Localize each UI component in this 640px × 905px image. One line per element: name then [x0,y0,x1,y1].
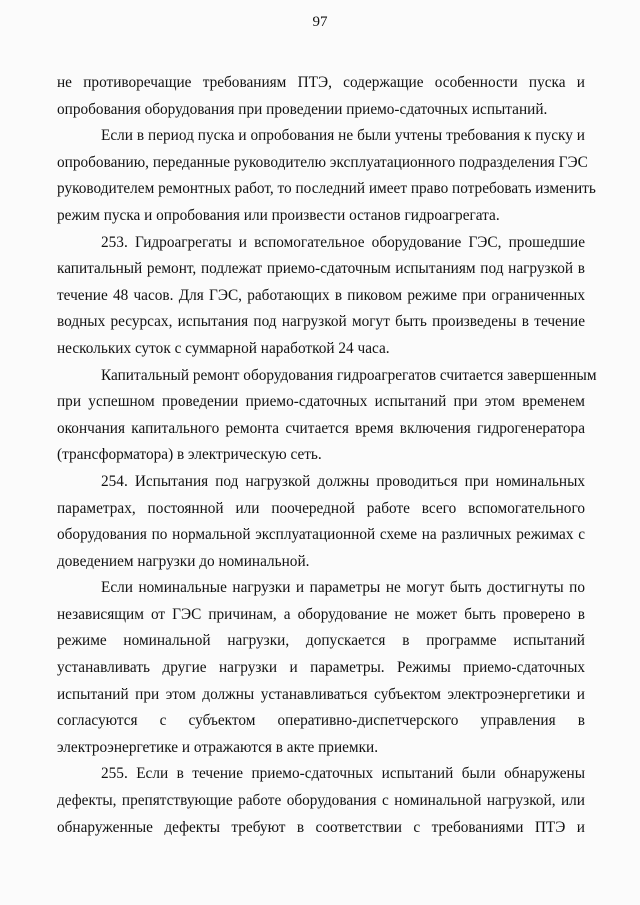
text-line: параметрах, постоянной или поочередной работе всего вспомогательного [57,499,585,517]
text-line: Если в период пуска и опробования не были учтены требования к пуску и [101,127,585,145]
paragraph [57,123,596,229]
text-line: опробования оборудования при проведении приемо-сдаточных испытаний. [57,100,548,118]
text-line: Если номинальные нагрузки и параметры не могут быть достигнуты по [101,579,585,597]
text-line: оборудования по нормальной эксплуатационной схеме на различных режимах с [57,526,585,544]
text-line: водных ресурсах, испытания под нагрузкой могут быть произведены в течение [57,313,585,331]
text-line: режим пуска и опробования или произвести останов гидроагрегата. [57,206,500,224]
paragraph [57,761,585,841]
text-line: опробованию, переданные руководителю эксплуатационного подразделения ГЭС [57,153,588,171]
text-line: окончания капитального ремонта считается время включения гидрогенератора [57,419,585,437]
text-line: устанавливать другие нагрузки и параметры. Режимы приемо-сдаточных [57,659,585,677]
paragraph [57,230,585,363]
text-line: (трансформатора) в электрическую сеть. [57,446,322,464]
text-line: капитальный ремонт, подлежат приемо-сдаточным испытаниям под нагрузкой в [57,260,585,278]
text-line: течение 48 часов. Для ГЭС, работающих в пиковом режиме при ограниченных [57,286,585,304]
text-line: при успешном проведении приемо-сдаточных испытаний при этом временем [57,393,585,411]
paragraph [57,575,585,761]
text-line: доведением нагрузки до номинальной. [57,552,310,570]
text-line: обнаруженные дефекты требуют в соответствии с требованиями ПТЭ и [57,818,585,836]
text-line: дефекты, препятствующие работе оборудования с номинальной нагрузкой, или [57,792,585,810]
text-line: согласуются с субъектом оперативно-диспетчерского управления в [57,712,585,730]
paragraph [57,469,585,575]
text-line: руководителем ремонтных работ, то последний имеет право потребовать изменить [57,180,596,198]
text-line: электроэнергетике и отражаются в акте приемки. [57,738,379,756]
text-line: Капитальный ремонт оборудования гидроагрегатов считается завершенным [101,366,597,384]
text-line: нескольких суток с суммарной наработкой 24 часа. [57,339,390,357]
text-line: режиме номинальной нагрузки, допускается в программе испытаний [57,632,585,650]
text-line: независящим от ГЭС причинам, а оборудование не может быть проверено в [57,605,585,623]
text-line: испытаний при этом должны устанавливаться субъектом электроэнергетики и [57,685,585,703]
paragraph [57,70,585,123]
text-line: 254. Испытания под нагрузкой должны проводиться при номинальных [101,472,585,490]
document-body [57,70,597,841]
text-line: 255. Если в течение приемо-сдаточных испытаний были обнаружены [101,765,585,783]
page-number: 97 [312,14,328,30]
paragraph [57,363,597,469]
text-line: 253. Гидроагрегаты и вспомогательное оборудование ГЭС, прошедшие [101,233,585,251]
text-line: не противоречащие требованиям ПТЭ, содержащие особенности пуска и [57,74,585,91]
